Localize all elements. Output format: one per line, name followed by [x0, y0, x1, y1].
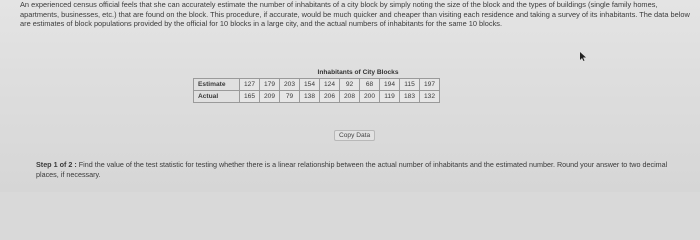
table-row-estimate	[194, 79, 440, 91]
table-cell: 154	[300, 79, 320, 91]
step-text: Find the value of the test statistic for testing whether there is a linear relationship between the actual number of inhabitants and the estimated number. Round your answer to two decimal places, if necessary.	[36, 160, 668, 179]
table-title: Inhabitants of City Blocks	[317, 69, 399, 76]
table-cell: 200	[360, 91, 380, 103]
table-cell: 115	[400, 79, 420, 91]
table-cell: 183	[400, 91, 420, 103]
table-cell: 124	[320, 79, 340, 91]
step-label: Step 1 of 2 :	[36, 160, 77, 169]
table-row-actual	[194, 91, 440, 103]
table-cell: 179	[260, 79, 280, 91]
data-table-container	[193, 69, 483, 103]
table-cell: 194	[380, 79, 400, 91]
step-instructions	[36, 160, 686, 179]
copy-data-button[interactable]: Copy Data	[334, 130, 375, 141]
row-header: Estimate	[194, 79, 240, 91]
table-cell: 119	[380, 91, 400, 103]
table-cell: 209	[260, 91, 280, 103]
table-cell: 197	[420, 79, 440, 91]
table-cell: 79	[280, 91, 300, 103]
table-cell: 206	[320, 91, 340, 103]
table-cell: 68	[360, 79, 380, 91]
problem-intro: An experienced census official feels that she can accurately estimate the number of inhabitants of a city block by simply noting the size of the block and the types of buildings (single family homes, apartments, businesses, etc.) that are found on the block. This procedure, if accurate, would be much quicker and cheaper than visiting each residence and taking a survey of its inhabitants. The data below are estimates of block populations provided by the official for 10 blocks in a large city, and the actual numbers of inhabitants for the same 10 blocks.	[20, 0, 690, 29]
table-cell: 127	[240, 79, 260, 91]
data-table	[193, 78, 440, 103]
table-cell: 165	[240, 91, 260, 103]
table-cell: 92	[340, 79, 360, 91]
mouse-cursor-icon	[580, 52, 586, 61]
table-cell: 208	[340, 91, 360, 103]
table-cell: 203	[280, 79, 300, 91]
table-cell: 138	[300, 91, 320, 103]
table-cell: 132	[420, 91, 440, 103]
row-header: Actual	[194, 91, 240, 103]
